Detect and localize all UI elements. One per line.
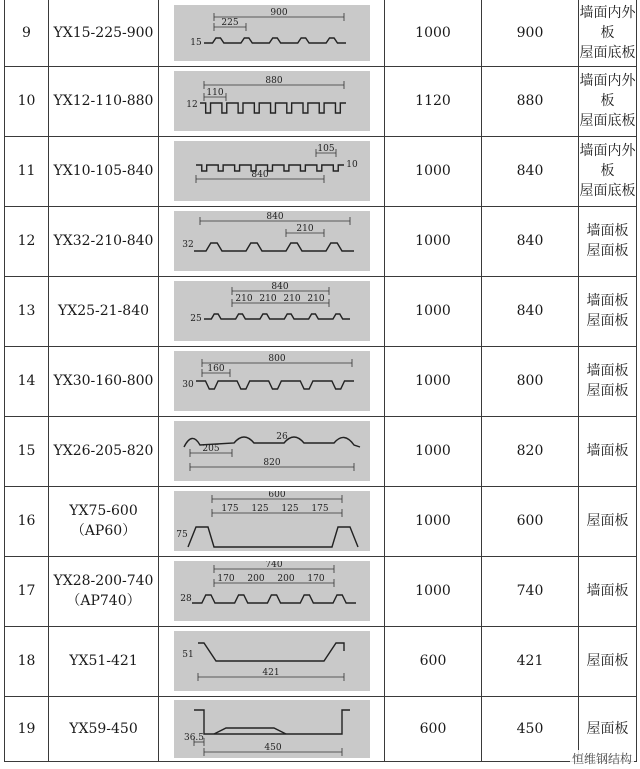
- dim-label: 110: [205, 88, 224, 98]
- dim-label: 32: [181, 240, 194, 250]
- application-line: 墙面板: [586, 363, 629, 379]
- application: [579, 416, 637, 486]
- dim-label: 225: [220, 17, 239, 28]
- effective-width-value: 820: [482, 416, 579, 486]
- row-number: 12: [5, 206, 49, 276]
- dim-label: 820: [262, 458, 281, 468]
- table-row: [5, 626, 637, 696]
- profile-drawing-cell: [159, 0, 385, 66]
- profile-drawing: [174, 281, 370, 341]
- dim-label: 880: [264, 76, 283, 86]
- dim-label: 200: [246, 574, 265, 584]
- dim-label: 25: [189, 314, 202, 324]
- dim-label: 421: [261, 668, 280, 678]
- application-line: 屋面底板: [579, 183, 636, 199]
- profile-drawing: [174, 5, 370, 61]
- model-code: [49, 276, 159, 346]
- application-line: 屋面板: [586, 313, 629, 329]
- profile-drawing: [174, 491, 370, 551]
- row-number: 19: [5, 696, 49, 761]
- table-row: [5, 486, 637, 556]
- dim-label: 12: [185, 100, 198, 110]
- model-code: [49, 66, 159, 136]
- application-line: 墙面板: [586, 443, 629, 459]
- dim-label: 205: [201, 444, 220, 454]
- application: [579, 276, 637, 346]
- width-value: 1000: [385, 136, 482, 206]
- row-number: 11: [5, 136, 49, 206]
- table-row: [5, 276, 637, 346]
- application-line: 墙面内外板: [579, 4, 636, 41]
- dim-label: 28: [179, 594, 192, 604]
- dim-label: 740: [264, 561, 283, 570]
- width-value: 1000: [385, 206, 482, 276]
- dim-label: 840: [250, 170, 269, 180]
- profile-drawing: [174, 211, 370, 271]
- dim-label: 210: [306, 294, 325, 304]
- profile-drawing: [174, 71, 370, 131]
- model-line: YX12-110-880: [53, 93, 154, 109]
- row-number: 10: [5, 66, 49, 136]
- profile-drawing: [174, 421, 370, 481]
- profile-drawing-cell: [159, 626, 385, 696]
- profile-drawing: [174, 631, 370, 691]
- row-number: 17: [5, 556, 49, 626]
- dim-label: 170: [306, 574, 325, 584]
- application: [579, 136, 637, 206]
- model-line: YX10-105-840: [53, 163, 154, 179]
- dim-label: 900: [269, 7, 288, 18]
- dim-label: 26: [275, 432, 288, 442]
- profile-drawing-cell: [159, 276, 385, 346]
- table-row: [5, 416, 637, 486]
- application-line: 墙面板: [586, 223, 629, 239]
- application-line: 屋面板: [586, 720, 629, 737]
- model-line: YX15-225-900: [53, 24, 154, 41]
- profile-drawing: [174, 141, 370, 201]
- row-number: 9: [5, 0, 49, 66]
- dim-label: 75: [175, 530, 188, 540]
- width-value: 1000: [385, 346, 482, 416]
- application-line: 墙面板: [586, 583, 629, 599]
- table-body: [5, 0, 637, 761]
- effective-width-value: 421: [482, 626, 579, 696]
- application-line: 屋面板: [586, 243, 629, 259]
- application-line: 墙面板: [586, 293, 629, 309]
- row-number: 14: [5, 346, 49, 416]
- dim-label: 170: [216, 574, 235, 584]
- application-line: 屋面底板: [579, 113, 636, 129]
- profile-drawing-cell: [159, 416, 385, 486]
- width-value: 600: [385, 626, 482, 696]
- profile-drawing-cell: [159, 696, 385, 761]
- dim-label: 210: [295, 224, 314, 234]
- model-line: YX32-210-840: [53, 233, 154, 249]
- profile-drawing-cell: [159, 136, 385, 206]
- dim-label: 36.5: [183, 732, 204, 743]
- model-line: YX75-600: [69, 503, 138, 519]
- profile-drawing-cell: [159, 556, 385, 626]
- application-line: 墙面内外板: [579, 73, 636, 109]
- application: [579, 66, 637, 136]
- dim-label: 160: [206, 364, 225, 374]
- row-number: 15: [5, 416, 49, 486]
- dim-label: 200: [276, 574, 295, 584]
- row-number: 16: [5, 486, 49, 556]
- model-code: [49, 486, 159, 556]
- dim-label: 51: [181, 650, 194, 660]
- dim-label: 125: [250, 504, 269, 514]
- profile-drawing-cell: [159, 346, 385, 416]
- dim-label: 10: [345, 160, 358, 170]
- row-number: 18: [5, 626, 49, 696]
- dim-label: 450: [263, 742, 282, 753]
- profile-drawing-cell: [159, 486, 385, 556]
- dim-label: 175: [310, 504, 329, 514]
- dim-label: 840: [265, 212, 284, 222]
- width-value: 1000: [385, 556, 482, 626]
- profile-drawing-cell: [159, 66, 385, 136]
- model-code: [49, 696, 159, 761]
- model-line: YX26-205-820: [53, 443, 154, 459]
- model-code: [49, 556, 159, 626]
- dim-label: 125: [280, 504, 299, 514]
- application: [579, 0, 637, 66]
- table-row: [5, 556, 637, 626]
- dim-label: 210: [282, 294, 301, 304]
- effective-width-value: 450: [482, 696, 579, 761]
- effective-width-value: 900: [482, 0, 579, 66]
- profile-drawing: [174, 700, 370, 758]
- model-line: YX51-421: [69, 653, 138, 669]
- dim-label: 210: [258, 294, 277, 304]
- model-code: [49, 416, 159, 486]
- model-line: YX30-160-800: [53, 373, 154, 389]
- row-number: 13: [5, 276, 49, 346]
- watermark: 恒维钢结构: [571, 752, 632, 766]
- effective-width-value: 840: [482, 276, 579, 346]
- model-code: [49, 626, 159, 696]
- dim-label: 600: [267, 491, 286, 500]
- model-code: [49, 346, 159, 416]
- profile-drawing: [174, 351, 370, 411]
- width-value: 1120: [385, 66, 482, 136]
- dim-label: 800: [267, 354, 286, 364]
- effective-width-value: 800: [482, 346, 579, 416]
- application: [579, 206, 637, 276]
- application-line: 墙面内外板: [579, 143, 636, 179]
- table-row: [5, 136, 637, 206]
- table-row: [5, 696, 637, 761]
- application-line: 屋面板: [586, 383, 629, 399]
- effective-width-value: 880: [482, 66, 579, 136]
- dim-label: 210: [234, 294, 253, 304]
- profile-drawing-cell: [159, 206, 385, 276]
- model-code: [49, 136, 159, 206]
- model-code: [49, 0, 159, 66]
- table-row: [5, 206, 637, 276]
- model-line: （AP740）: [66, 593, 141, 609]
- table-row: [5, 0, 637, 66]
- application: [579, 556, 637, 626]
- effective-width-value: 740: [482, 556, 579, 626]
- application-line: 屋面底板: [579, 44, 636, 61]
- model-line: YX28-200-740: [53, 573, 154, 589]
- application: [579, 346, 637, 416]
- table-row: [5, 66, 637, 136]
- effective-width-value: 600: [482, 486, 579, 556]
- dim-label: 175: [220, 504, 239, 514]
- application: [579, 626, 637, 696]
- profile-drawing: [174, 561, 370, 621]
- width-value: 600: [385, 696, 482, 761]
- dim-label: 15: [189, 37, 202, 48]
- model-line: （AP60）: [70, 523, 137, 539]
- width-value: 1000: [385, 276, 482, 346]
- model-line: YX59-450: [69, 720, 138, 737]
- model-code: [49, 206, 159, 276]
- effective-width-value: 840: [482, 206, 579, 276]
- width-value: 1000: [385, 486, 482, 556]
- width-value: 1000: [385, 0, 482, 66]
- profile-spec-table: [4, 0, 637, 762]
- application: [579, 486, 637, 556]
- model-line: YX25-21-840: [57, 303, 150, 319]
- dim-label: 840: [270, 282, 289, 292]
- effective-width-value: 840: [482, 136, 579, 206]
- application-line: 屋面板: [586, 513, 629, 529]
- width-value: 1000: [385, 416, 482, 486]
- dim-label: 105: [316, 144, 335, 154]
- dim-label: 30: [181, 380, 194, 390]
- application-line: 屋面板: [586, 653, 629, 669]
- table-row: [5, 346, 637, 416]
